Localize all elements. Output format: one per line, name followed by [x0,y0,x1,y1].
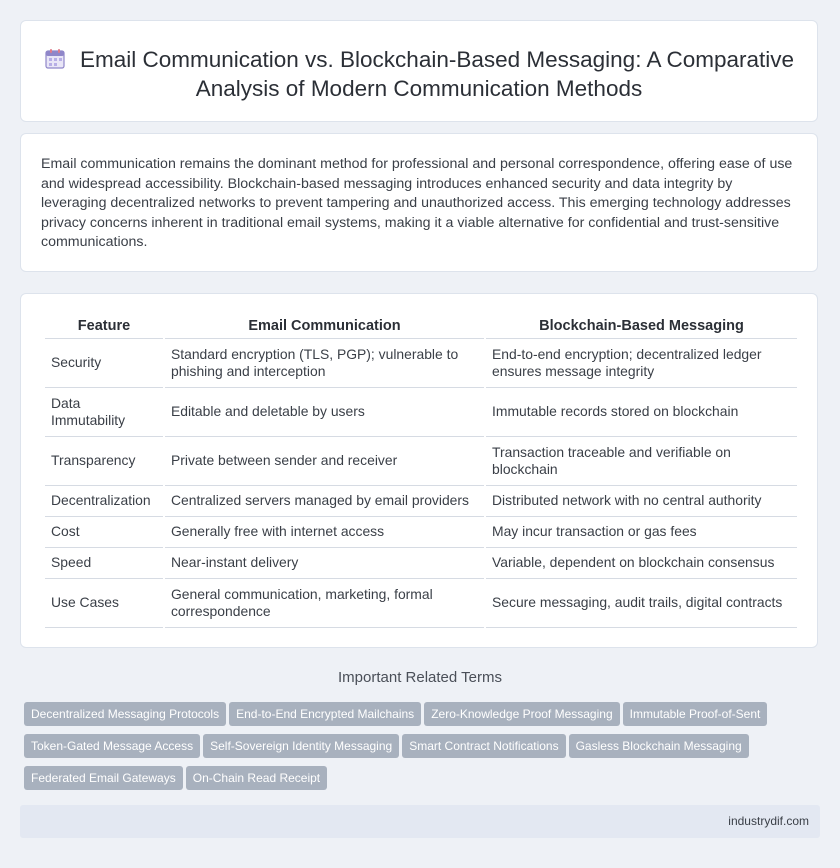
header-feature: Feature [45,314,163,339]
term-tag[interactable]: Zero-Knowledge Proof Messaging [424,702,619,726]
row-feature: Data Immutability [45,388,163,437]
term-tag[interactable]: Smart Contract Notifications [402,734,565,758]
table-row [45,486,797,517]
row-feature: Security [45,339,163,388]
comparison-table [43,314,799,628]
row-blockchain: Secure messaging, audit trails, digital contracts [486,579,797,628]
row-email: Centralized servers managed by email providers [165,486,484,517]
table-header-row [45,314,797,339]
row-blockchain: Distributed network with no central authority [486,486,797,517]
row-email: Near-instant delivery [165,548,484,579]
row-blockchain: May incur transaction or gas fees [486,517,797,548]
footer-site[interactable]: industrydif.com [728,814,809,828]
related-terms-list [24,702,814,798]
row-blockchain: End-to-end encryption; decentralized ledger ensures message integrity [486,339,797,388]
footer [20,805,820,838]
row-feature: Speed [45,548,163,579]
row-feature: Decentralization [45,486,163,517]
row-feature: Transparency [45,437,163,486]
page-title [21,21,817,103]
table-row [45,437,797,486]
page-title-text: Email Communication vs. Blockchain-Based Messaging: A Comparative Analysis of Modern Communication Methods [79,47,795,101]
calendar-icon [44,48,66,70]
related-terms-title: Important Related Terms [338,669,502,686]
table-row [45,388,797,437]
intro-paragraph: Email communication remains the dominant method for professional and personal correspondence, offering ease of use and widespread accessibility. Blockchain-based messaging introduces enhanced security and data integrity by leveraging decentralized networks to prevent tampering and unauthorized access. This emerging technology addresses privacy concerns inherent in traditional email systems, making it a viable alternative for confidential and trust-sensitive communications. [41,156,793,251]
intro-card [20,133,818,272]
row-feature: Cost [45,517,163,548]
term-tag[interactable]: Self-Sovereign Identity Messaging [203,734,399,758]
term-tag[interactable]: Token-Gated Message Access [24,734,200,758]
table-row [45,517,797,548]
term-tag[interactable]: End-to-End Encrypted Mailchains [229,702,421,726]
row-email: General communication, marketing, formal correspondence [165,579,484,628]
header-blockchain: Blockchain-Based Messaging [486,314,797,339]
term-tag[interactable]: Decentralized Messaging Protocols [24,702,226,726]
term-tag[interactable]: Federated Email Gateways [24,766,183,790]
row-email: Private between sender and receiver [165,437,484,486]
row-blockchain: Variable, dependent on blockchain consensus [486,548,797,579]
row-blockchain: Immutable records stored on blockchain [486,388,797,437]
term-tag[interactable]: Immutable Proof-of-Sent [623,702,768,726]
title-card [20,20,818,122]
row-email: Standard encryption (TLS, PGP); vulnerable to phishing and interception [165,339,484,388]
comparison-table-card [20,293,818,648]
row-email: Generally free with internet access [165,517,484,548]
table-row [45,339,797,388]
row-email: Editable and deletable by users [165,388,484,437]
term-tag[interactable]: On-Chain Read Receipt [186,766,327,790]
row-feature: Use Cases [45,579,163,628]
table-row [45,579,797,628]
table-row [45,548,797,579]
row-blockchain: Transaction traceable and verifiable on blockchain [486,437,797,486]
header-email: Email Communication [165,314,484,339]
term-tag[interactable]: Gasless Blockchain Messaging [569,734,749,758]
